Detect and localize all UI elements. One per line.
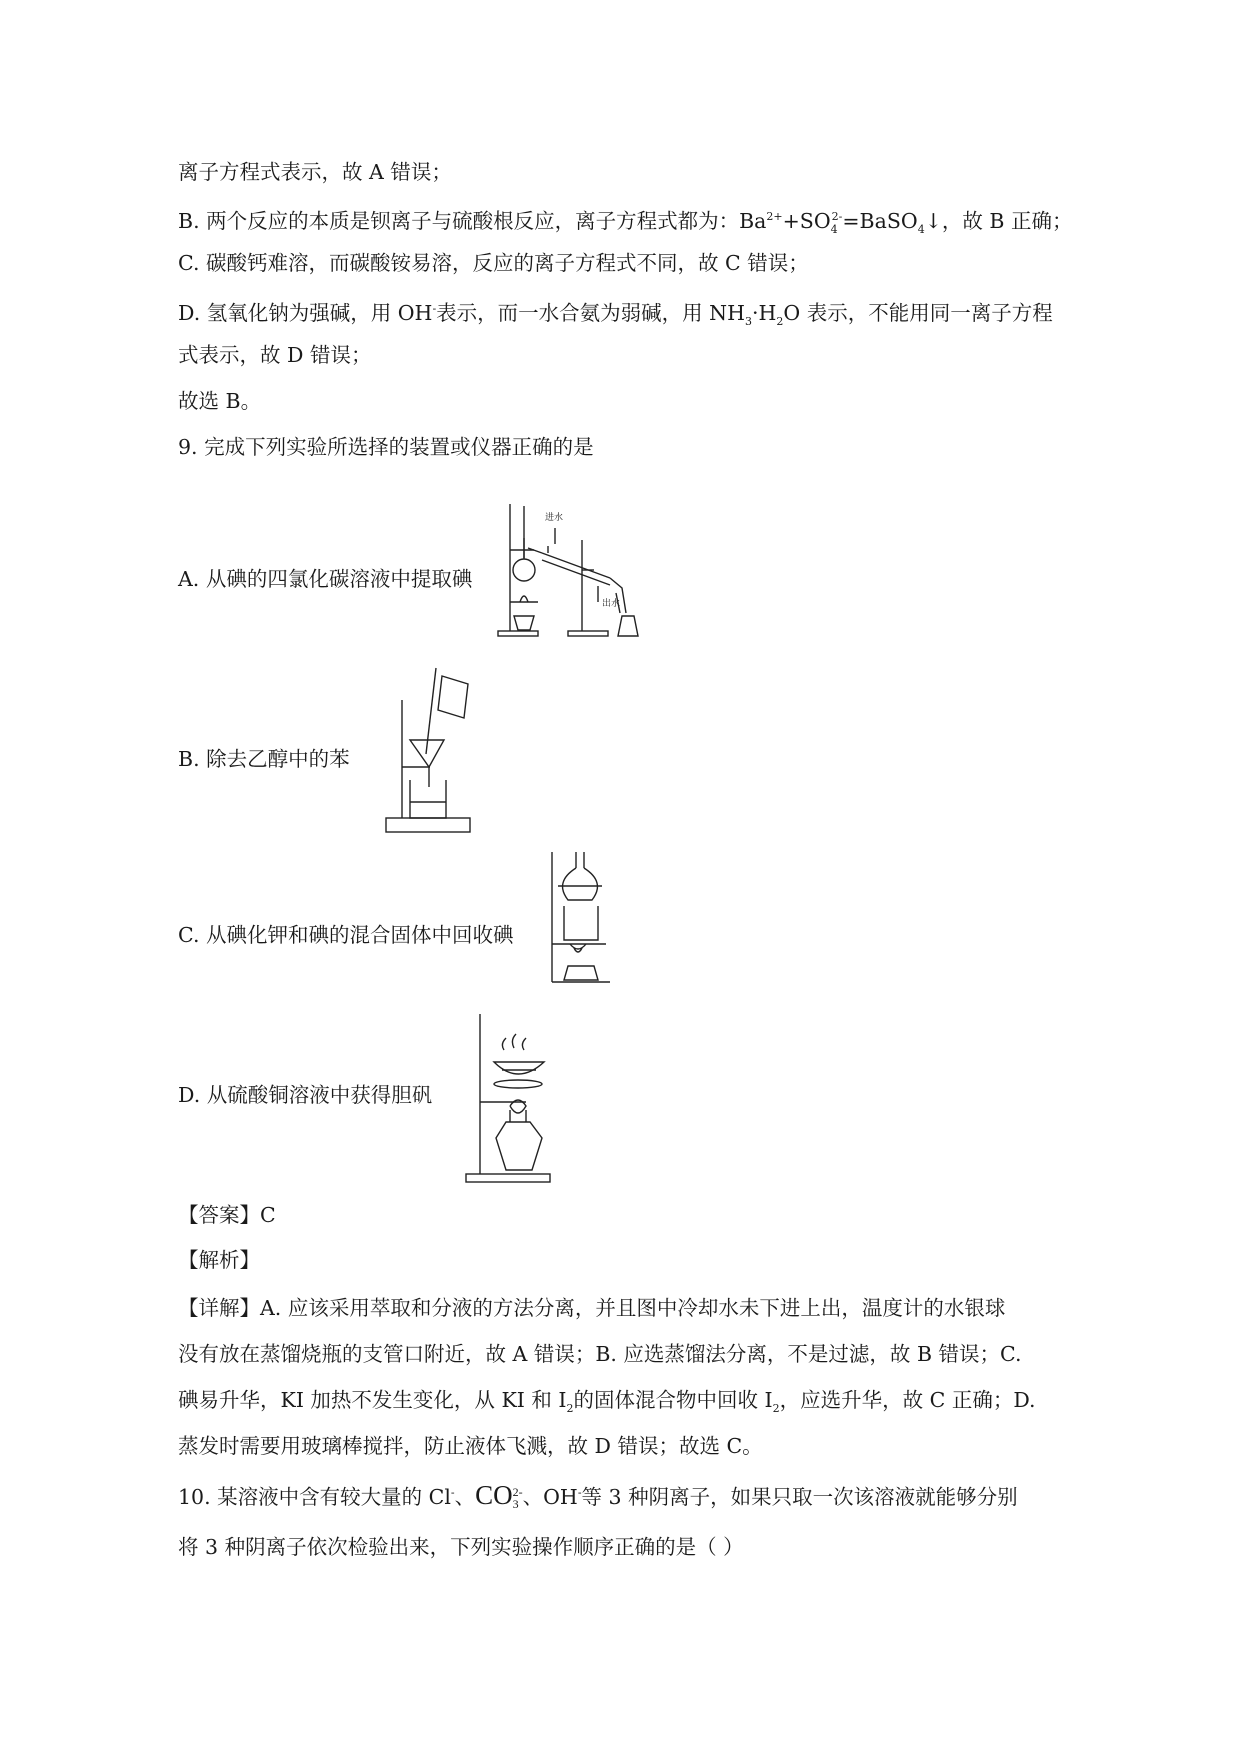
water-in-label: 进水 xyxy=(545,513,564,523)
figure-distillation xyxy=(490,498,665,640)
detail-line-3: 碘易升华，KI 加热不发生变化，从 KI 和 $I_2$的固体混合物中回收 $I_2$，应选升华，故 C 正确；D. xyxy=(178,1388,1036,1416)
detail-line-2: 没有放在蒸馏烧瓶的支管口附近，故 A 错误；B. 应选蒸馏法分离，不是过滤，故 B 错误；C. xyxy=(178,1342,1022,1366)
question-10-line-1: 10. 某溶液中含有较大量的 Cl-、CO 2- 3 、OH-等 3 种阴离子，如果只取一次该溶液就能够分别 xyxy=(178,1479,1018,1511)
option-d: D. 从硫酸铜溶液中获得胆矾 xyxy=(178,1083,433,1107)
conclusion-line: 故选 B。 xyxy=(178,389,262,413)
text-line-5: 式表示，故 D 错误； xyxy=(178,343,372,367)
figure-filtration xyxy=(380,662,475,842)
text-line-1: 离子方程式表示，故 A 错误； xyxy=(178,160,452,184)
detail-line-4: 蒸发时需要用玻璃棒搅拌，防止液体飞溅，故 D 错误；故选 C。 xyxy=(178,1434,763,1458)
water-out-label: 出水 xyxy=(602,599,621,609)
option-b: B. 除去乙醇中的苯 xyxy=(178,747,350,771)
option-d-explanation: D. 氢氧化钠为强碱，用 OH-表示，而一水合氨为弱碱，用 $NH_3\cdot H_2O$ 表示，不能用同一离子方程 xyxy=(178,300,1053,328)
figure-sublimation xyxy=(540,848,615,988)
detail-line-1: 【详解】A. 应该采用萃取和分液的方法分离，并且图中冷却水未下进上出，温度计的水银球 xyxy=(178,1296,1006,1320)
option-a: A. 从碘的四氯化碳溶液中提取碘 xyxy=(178,567,473,591)
carbonate-formula: CO 2- 3 xyxy=(475,1479,523,1511)
analysis-label: 【解析】 xyxy=(178,1248,260,1272)
option-c-explanation: C. 碳酸钙难溶，而碳酸铵易溶，反应的离子方程式不同，故 C 错误； xyxy=(178,251,809,275)
question-9: 9. 完成下列实验所选择的装置或仪器正确的是 xyxy=(178,435,594,459)
answer-label: 【答案】C xyxy=(178,1203,276,1227)
figure-evaporation xyxy=(460,1010,568,1185)
option-c: C. 从碘化钾和碘的混合固体中回收碘 xyxy=(178,923,514,947)
option-b-explanation: B. 两个反应的本质是钡离子与硫酸根反应，离子方程式都为：$Ba^{2+}+SO_4^{2-}=BaSO_4↓$，故 B 正确； xyxy=(178,208,1073,236)
question-10-line-2: 将 3 种阴离子依次检验出来，下列实验操作顺序正确的是（ ） xyxy=(178,1535,744,1559)
